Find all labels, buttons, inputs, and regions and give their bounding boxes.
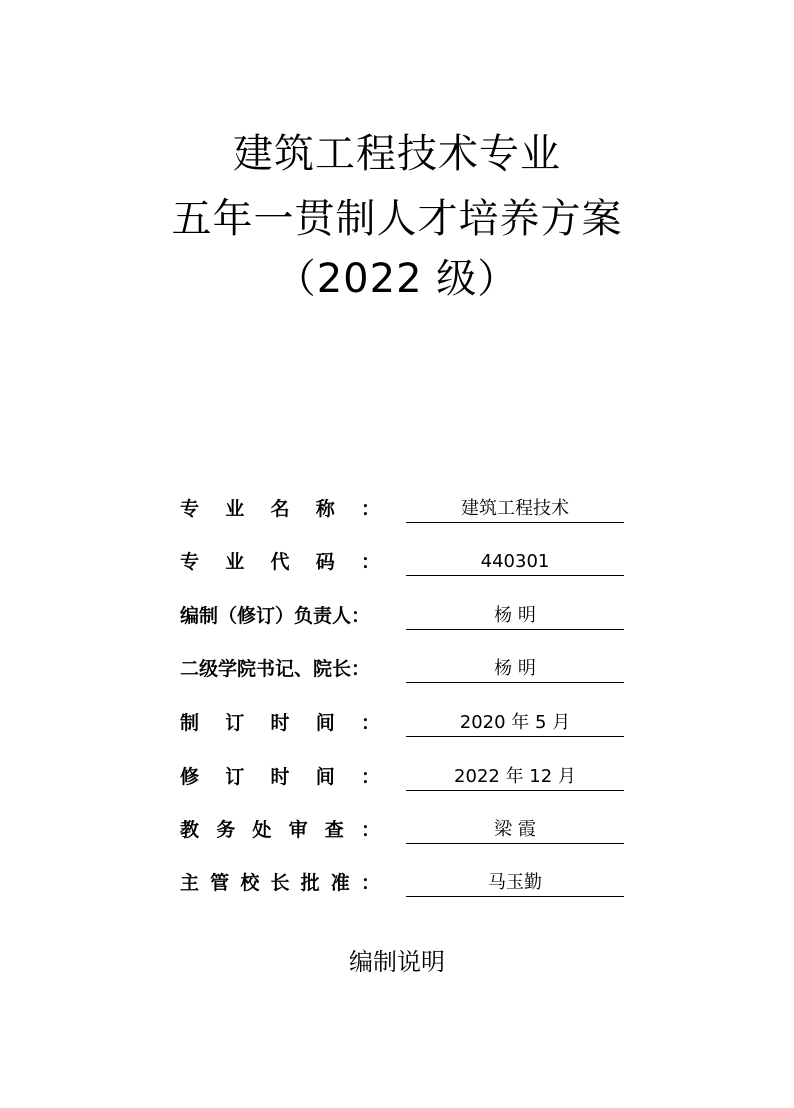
label-char: 间	[315, 712, 335, 734]
label-char: 称	[315, 498, 335, 520]
label-char: 管	[210, 872, 230, 894]
label-char: ：	[360, 551, 380, 573]
label-char: 专	[180, 498, 200, 520]
label-char: 批	[300, 872, 320, 894]
label-char: 间	[315, 766, 335, 788]
field-creation-date	[180, 706, 630, 740]
field-label	[180, 817, 380, 843]
title-line-1: 建筑工程技术专业	[233, 131, 561, 177]
field-value: 2020 年 5 月	[406, 710, 624, 737]
label-char: 时	[270, 712, 290, 734]
label-char: 准	[330, 872, 350, 894]
field-label	[180, 549, 380, 575]
label-char: 专	[180, 551, 200, 573]
label-char: ：	[360, 766, 380, 788]
field-value: 梁 霞	[406, 817, 624, 844]
label-char: ：	[360, 498, 380, 520]
label-char: 处	[252, 819, 272, 841]
field-value: 马玉勤	[406, 870, 624, 897]
field-major-name	[180, 492, 630, 526]
field-label	[180, 710, 380, 736]
label-char: 订	[225, 712, 245, 734]
field-label: 编制（修订）负责人：	[180, 605, 371, 627]
label-char: 查	[324, 819, 344, 841]
label-char: 时	[270, 766, 290, 788]
field-value: 建筑工程技术	[406, 496, 624, 523]
label-char: 校	[240, 872, 260, 894]
label-char: 主	[180, 872, 200, 894]
section-heading: 编制说明	[349, 948, 445, 976]
field-principal-approval	[180, 866, 630, 900]
label-char: 教	[180, 819, 200, 841]
field-dean	[180, 652, 630, 686]
field-value: 杨 明	[406, 603, 624, 630]
field-compiler	[180, 599, 630, 633]
label-char: ：	[360, 712, 380, 734]
label-char: 名	[270, 498, 290, 520]
field-revision-date	[180, 760, 630, 794]
label-char: 长	[270, 872, 290, 894]
label-char: 修	[180, 766, 200, 788]
field-label	[180, 496, 380, 522]
field-label	[180, 764, 380, 790]
label-char: 业	[225, 551, 245, 573]
label-char: 码	[315, 551, 335, 573]
field-label: 二级学院书记、院长：	[180, 658, 371, 680]
field-value: 440301	[406, 549, 624, 576]
label-char: 业	[225, 498, 245, 520]
label-char: 代	[270, 551, 290, 573]
field-value: 杨 明	[406, 656, 624, 683]
label-char: ：	[360, 872, 380, 894]
label-char: 务	[216, 819, 236, 841]
field-major-code	[180, 545, 630, 579]
title-line-2: 五年一贯制人才培养方案	[171, 196, 623, 242]
label-char: 审	[288, 819, 308, 841]
label-char: ：	[360, 819, 380, 841]
label-char: 订	[225, 766, 245, 788]
field-academic-review	[180, 813, 630, 847]
field-label	[180, 870, 380, 896]
field-value: 2022 年 12 月	[406, 764, 624, 791]
label-char: 制	[180, 712, 200, 734]
title-line-3: （2022 级）	[275, 256, 519, 302]
